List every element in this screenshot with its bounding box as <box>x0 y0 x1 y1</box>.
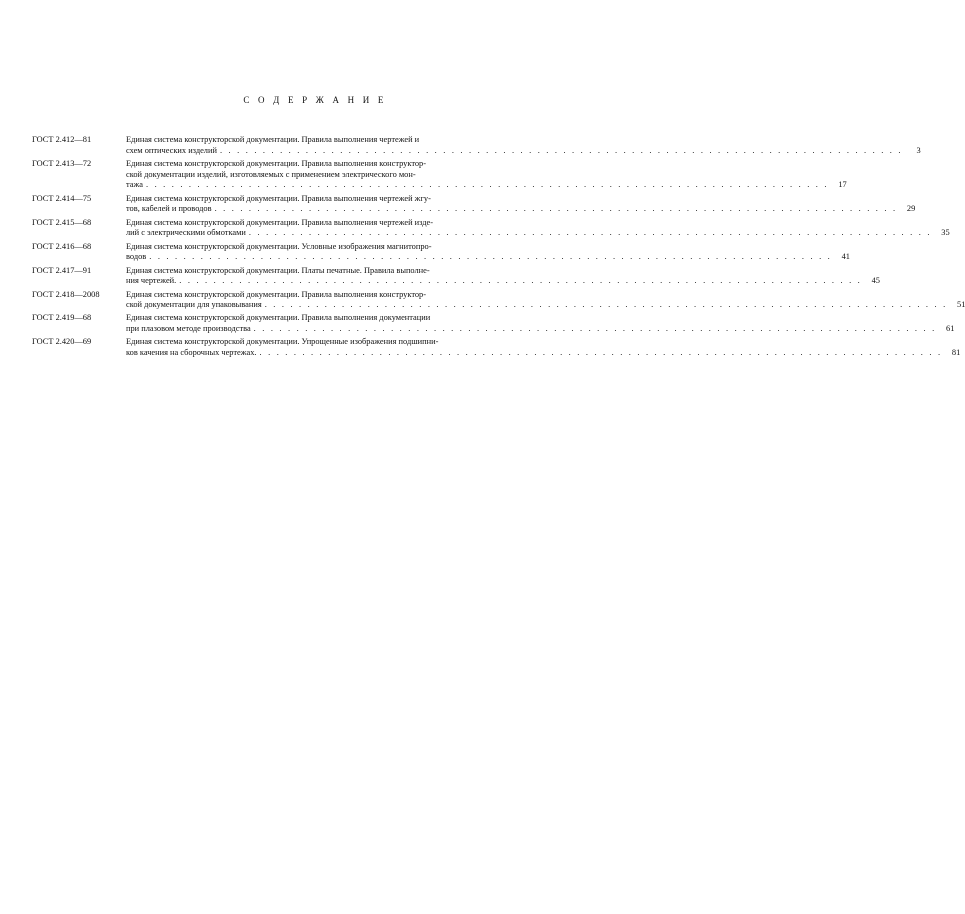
page-number: 61 <box>946 324 955 334</box>
entry-title <box>126 159 847 191</box>
standard-code: ГОСТ 2.416—68 <box>32 241 92 251</box>
entry-title-line: Единая система конструкторской документации. Правила выполнения конструктор- <box>126 158 427 168</box>
page-number: 81 <box>951 348 961 358</box>
dot-leader: . . . . . . . . . . . . . . . . . . . . . . . . . . . . . . . . . . . . . . . . . . . . . . . . . . . . . . . . . . . . . . . . . . . . . . . . . . . . . . . . <box>253 324 937 334</box>
page-number: 51 <box>957 300 965 310</box>
page-number: 45 <box>871 276 880 286</box>
entry-title-line: тов, кабелей и проводов <box>126 204 212 214</box>
toc-entry[interactable] <box>32 217 950 239</box>
entry-title-line: Единая система конструкторской документации. Платы печатные. Правила выполне- <box>126 265 430 275</box>
dot-leader: . . . . . . . . . . . . . . . . . . . . . . . . . . . . . . . . . . . . . . . . . . . . . . . . . . . . . . . . . . . . . . . . . . . . . . . . . . . . . . . . <box>145 180 829 190</box>
toc-entry[interactable] <box>32 265 880 287</box>
dot-leader: . . . . . . . . . . . . . . . . . . . . . . . . . . . . . . . . . . . . . . . . . . . . . . . . . . . . . . . . . . . . . . . . . . . . . . . . . . . . . . . . <box>259 348 943 358</box>
entry-title <box>126 337 961 358</box>
entry-title <box>126 242 850 263</box>
page-number: 29 <box>906 204 916 214</box>
dot-leader: . . . . . . . . . . . . . . . . . . . . . . . . . . . . . . . . . . . . . . . . . . . . . . . . . . . . . . . . . . . . . . . . . . . . . . . . . . . . . . . . <box>214 204 898 214</box>
entry-title-line: Единая система конструкторской документации. Правила выполнения чертежей изде- <box>126 217 434 227</box>
entry-title-line: Единая система конструкторской документации. Правила выполнения чертежей и <box>126 135 420 144</box>
dot-leader: . . . . . . . . . . . . . . . . . . . . . . . . . . . . . . . . . . . . . . . . . . . . . . . . . . . . . . . . . . . . . . . . . . . . . . . . . . . . . . . . <box>264 300 948 310</box>
toc-entry[interactable] <box>32 193 916 215</box>
entry-title-line: тажа <box>126 180 143 190</box>
entry-title-line: Единая система конструкторской документации. Правила выполнения конструктор- <box>126 289 427 299</box>
entry-last-line <box>126 276 880 287</box>
standard-code: ГОСТ 2.417—91 <box>32 265 92 275</box>
toc-entry[interactable] <box>32 313 955 334</box>
entry-title-line: водов <box>126 252 147 262</box>
dot-leader: . . . . . . . . . . . . . . . . . . . . . . . . . . . . . . . . . . . . . . . . . . . . . . . . . . . . . . . . . . . . . . . . . . . . . . . . . . . . . . . . <box>219 145 903 155</box>
entry-last-line <box>126 348 961 359</box>
entry-title-line: Единая система конструкторской документации. Упрощенные изображения подшипни- <box>126 337 439 347</box>
page-number: 17 <box>838 180 847 190</box>
entry-title <box>126 217 950 239</box>
entry-title <box>126 265 880 287</box>
toc-entry[interactable] <box>32 158 847 191</box>
entry-last-line <box>126 180 847 191</box>
standard-code: ГОСТ 2.418—2008 <box>32 289 100 299</box>
entry-title <box>126 313 955 334</box>
standard-code: ГОСТ 2.420—69 <box>32 337 92 347</box>
entry-title-line: ской документации изделий, изготовляемых с применением электрического мон- <box>126 169 416 179</box>
page-number: 41 <box>841 252 850 262</box>
standard-code: ГОСТ 2.413—72 <box>32 158 92 168</box>
standard-code: ГОСТ 2.414—75 <box>32 193 92 203</box>
page-number: 35 <box>941 228 950 238</box>
table-of-contents <box>32 135 965 361</box>
entry-title-line: схем оптических изделий <box>126 145 217 155</box>
toc-heading: С О Д Е Р Ж А Н И Е <box>243 95 387 105</box>
entry-title-line: ков качения на сборочных чертежах. <box>126 348 257 358</box>
entry-title <box>126 289 965 311</box>
entry-title <box>126 193 916 215</box>
standard-code: ГОСТ 2.419—68 <box>32 313 92 323</box>
toc-entry[interactable] <box>32 289 965 311</box>
entry-last-line <box>126 300 965 311</box>
entry-title-line: лий с электрическими обмотками <box>126 228 246 238</box>
entry-title-line: при плазовом методе производства <box>126 324 251 334</box>
entry-title-line: ния чертежей. <box>126 276 177 286</box>
dot-leader: . . . . . . . . . . . . . . . . . . . . . . . . . . . . . . . . . . . . . . . . . . . . . . . . . . . . . . . . . . . . . . . . . . . . . . . . . . . . . . . . <box>248 228 932 238</box>
entry-title-line: ской документации для упаковывания <box>126 300 262 310</box>
toc-entry[interactable] <box>32 241 850 263</box>
page-number: 3 <box>916 145 921 155</box>
entry-title <box>126 135 921 156</box>
entry-last-line <box>126 252 850 263</box>
standard-code: ГОСТ 2.415—68 <box>32 217 92 227</box>
entry-last-line <box>126 324 955 335</box>
entry-last-line <box>126 228 950 239</box>
toc-entry[interactable] <box>32 135 921 156</box>
toc-entry[interactable] <box>32 337 961 358</box>
dot-leader: . . . . . . . . . . . . . . . . . . . . . . . . . . . . . . . . . . . . . . . . . . . . . . . . . . . . . . . . . . . . . . . . . . . . . . . . . . . . . . . . <box>149 252 832 262</box>
entry-last-line <box>126 145 921 157</box>
entry-title-line: Единая система конструкторской документации. Правила выполнения документации <box>126 313 431 323</box>
dot-leader: . . . . . . . . . . . . . . . . . . . . . . . . . . . . . . . . . . . . . . . . . . . . . . . . . . . . . . . . . . . . . . . . . . . . . . . . . . . . . . . . <box>179 276 862 286</box>
entry-title-line: Единая система конструкторской документации. Условные изображения магнитопро- <box>126 241 432 251</box>
entry-last-line <box>126 204 916 215</box>
entry-title-line: Единая система конструкторской документации. Правила выполнения чертежей жгу- <box>126 193 431 203</box>
standard-code: ГОСТ 2.412—81 <box>32 135 92 144</box>
